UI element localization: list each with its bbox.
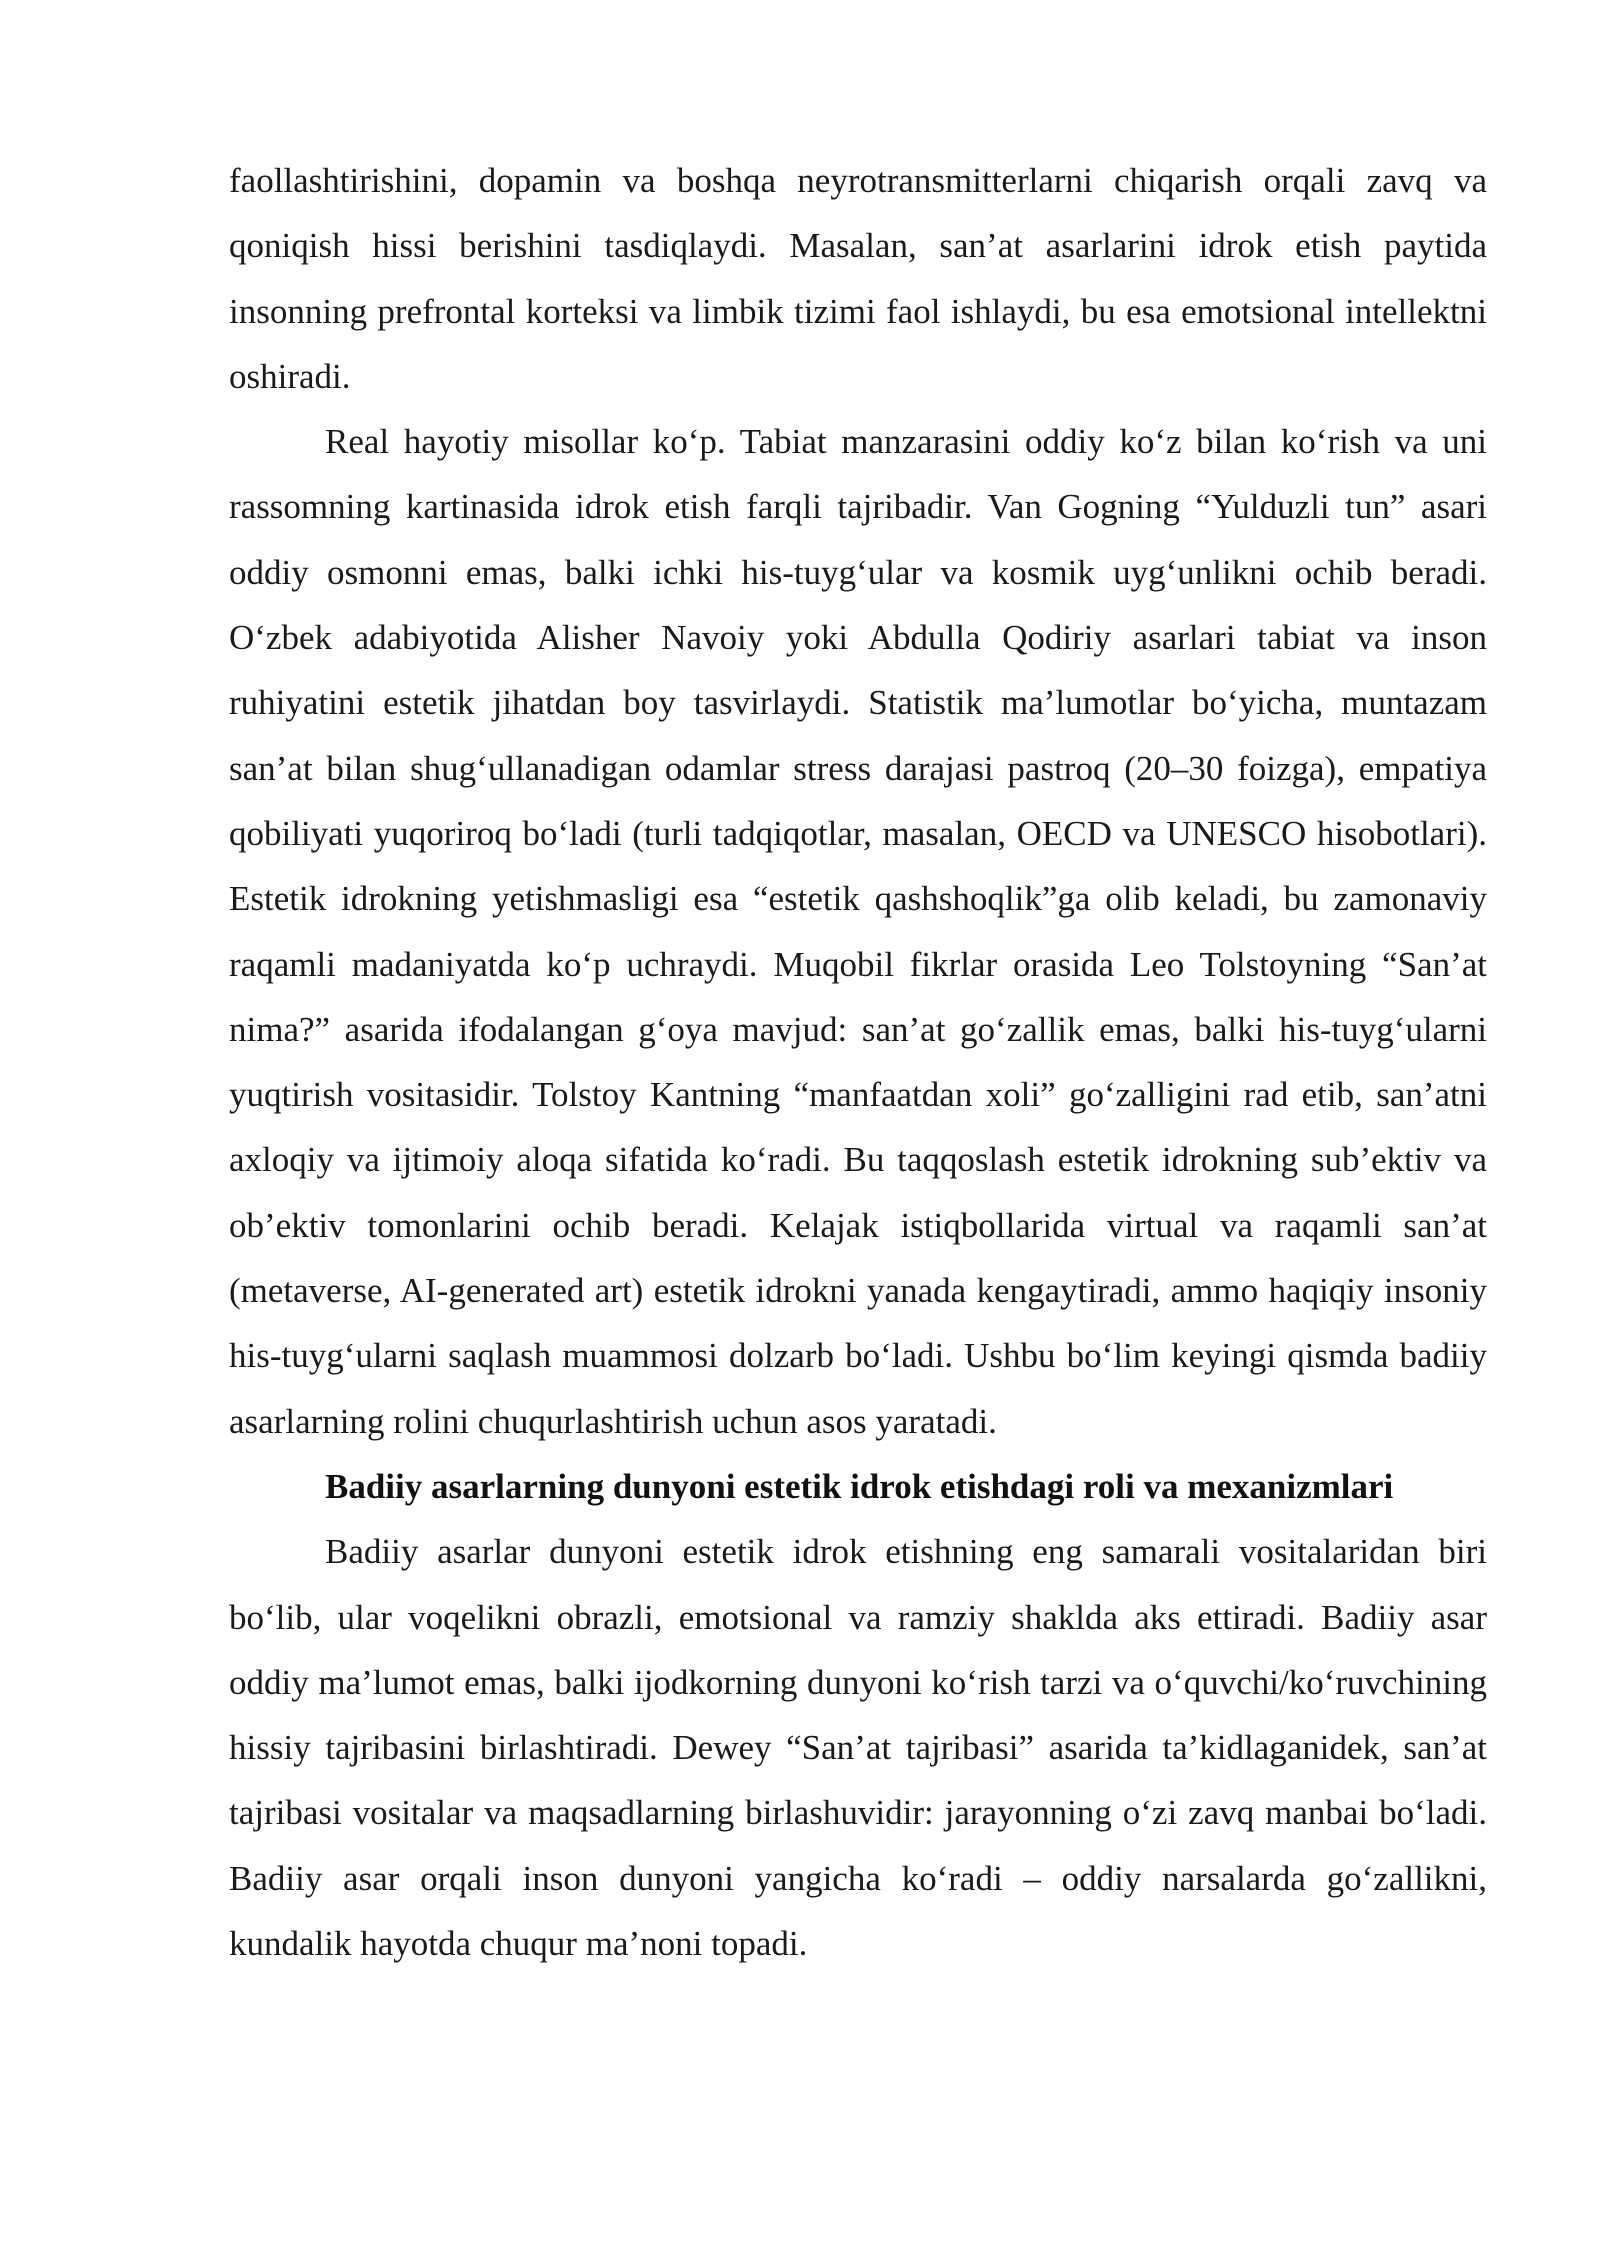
section-heading: Badiiy asarlarning dunyoni estetik idrok etishdagi roli va mexanizmlari xyxy=(325,1466,1394,1506)
body-paragraph: faollashtirishini, dopamin va boshqa neyrotransmitterlarni chiqarish orqali zavq va qoniqish hissi berishini tasdiqlaydi. Masalan, san’at asarlarini idrok etish paytida insonning prefrontal korteksi va limbik tizimi faol ishlaydi, bu esa emotsional intellektni oshiradi. xyxy=(229,161,1487,396)
document-body xyxy=(229,148,1487,1976)
body-paragraph: Badiiy asarlar dunyoni estetik idrok etishning eng samarali vositalaridan biri bo‘lib, ular voqelikni obrazli, emotsional va ramziy shaklda aks ettiradi. Badiiy asar oddiy ma’lumot emas, balki ijodkorning dunyoni ko‘rish tarzi va o‘quvchi/ko‘ruvchining hissiy tajribasini birlashtiradi. Dewey “San’at tajribasi” asarida ta’kidlaganidek, san’at tajribasi vositalar va maqsadlarning birlashuvidir: jarayonning o‘zi zavq manbai bo‘ladi. Badiiy asar orqali inson dunyoni yangicha ko‘radi – oddiy narsalarda go‘zallikni, kundalik hayotda chuqur ma’noni topadi. xyxy=(229,1532,1487,1964)
body-paragraph: Real hayotiy misollar ko‘p. Tabiat manzarasini oddiy ko‘z bilan ko‘rish va uni rassomning kartinasida idrok etish farqli tajribadir. Van Gogning “Yulduzli tun” asari oddiy osmonni emas, balki ichki his-tuyg‘ular va kosmik uyg‘unlikni ochib beradi. O‘zbek adabiyotida Alisher Navoiy yoki Abdulla Qodiriy asarlari tabiat va inson ruhiyatini estetik jihatdan boy tasvirlaydi. Statistik ma’lumotlar bo‘yicha, muntazam san’at bilan shug‘ullanadigan odamlar stress darajasi pastroq (20–30 foizga), empatiya qobiliyati yuqoriroq bo‘ladi (turli tadqiqotlar, masalan, OECD va UNESCO hisobotlari). Estetik idrokning yetishmasligi esa “estetik qashshoqlik”ga olib keladi, bu zamonaviy raqamli madaniyatda ko‘p uchraydi. Muqobil fikrlar orasida Leo Tolstoyning “San’at nima?” asarida ifodalangan g‘oya mavjud: san’at go‘zallik emas, balki his-tuyg‘ularni yuqtirish vositasidir. Tolstoy Kantning “manfaatdan xoli” go‘zalligini rad etib, san’atni axloqiy va ijtimoiy aloqa sifatida ko‘radi. Bu taqqoslash estetik idrokning sub’ektiv va ob’ektiv tomonlarini ochib beradi. Kelajak istiqbollarida virtual va raqamli san’at (metaverse, AI-generated art) estetik idrokni yanada kengaytiradi, ammo haqiqiy insoniy his-tuyg‘ularni saqlash muammosi dolzarb bo‘ladi. Ushbu bo‘lim keyingi qismda badiiy asarlarning rolini chuqurlashtirish uchun asos yaratadi. xyxy=(229,422,1487,1441)
